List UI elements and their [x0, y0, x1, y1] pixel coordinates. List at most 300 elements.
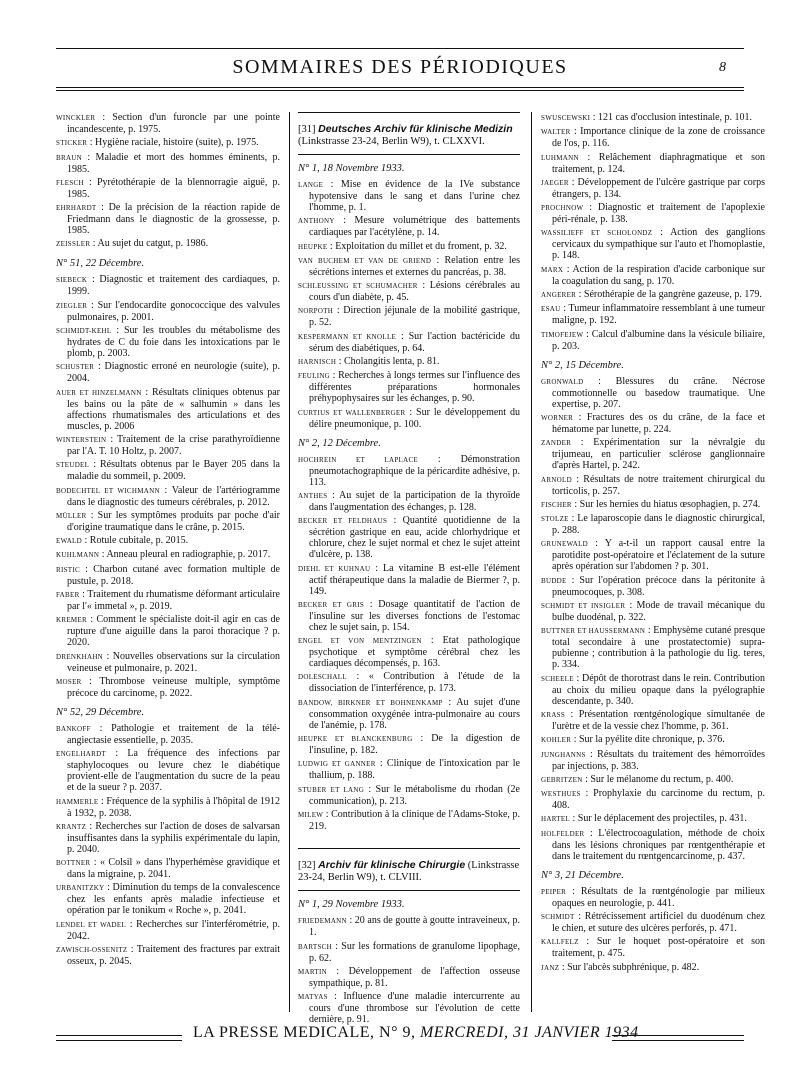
- entry-text: : Résultats de notre traitement chirurgical du torticolis, p. 257.: [552, 473, 765, 497]
- entry-text: : Sur le métabolisme du rhodan (2e communication), p. 213.: [309, 783, 520, 807]
- summary-entry: [298, 454, 520, 488]
- entry-text: : « Contribution à l'étude de la dissociation de l'interférence, p. 173.: [309, 671, 520, 695]
- entry-text: : Tumeur inflammatoire ressemblant à une tumeur maligne, p. 192.: [552, 303, 765, 327]
- entry-text: : Fractures des os du crâne, de la face et hématome par lunette, p. 224.: [552, 411, 765, 435]
- summary-entry: [541, 289, 765, 301]
- entry-author: ENGEL ET VON MENTZINGEN: [298, 637, 422, 646]
- journal-box-32: [298, 848, 520, 891]
- summary-entry: [298, 809, 520, 832]
- entry-text: : Sur l'endocardite gonococcique des valvules pulmonaires, p. 2001.: [67, 299, 280, 323]
- entry-text: : La fréquence des infections par staphylocoques ou levure chez le diabétique provient-elle de l'augmentation du sucre de la peau et de la sueur ? p. 2037.: [67, 748, 280, 794]
- column-divider-1: [289, 112, 290, 1012]
- summary-entry: [541, 437, 765, 471]
- summary-entry: [56, 676, 280, 699]
- entry-author: HOCHREIN ET LAPLACE: [298, 455, 419, 464]
- entry-author: BANKOFF: [56, 724, 91, 733]
- summary-entry: [56, 614, 280, 648]
- summary-entry: [56, 325, 280, 359]
- entry-text: : Influence d'une maladie intercurrente au cours d'une thrombose sur l'évolution de cette dernière, p. 91.: [309, 991, 520, 1026]
- entry-author: HAMMERLE: [56, 797, 99, 806]
- entry-text: : De la précision de la réaction rapide de Friedmann dans le diagnostic de la grossesse, p. 1985.: [67, 202, 280, 237]
- header-bottom-rule-2: [56, 90, 744, 91]
- summary-entry: [298, 915, 520, 938]
- summary-entry: [298, 305, 520, 328]
- entry-author: KRANTZ: [56, 822, 87, 831]
- entry-author: NORPOTH: [298, 307, 334, 316]
- entry-author: FLESCH: [56, 178, 84, 187]
- entry-author: SCHMIDT-KEHL: [56, 327, 112, 336]
- summary-entry: [541, 936, 765, 959]
- journal-number: [31]: [298, 124, 316, 135]
- column-3: [541, 112, 765, 976]
- summary-entry: [541, 886, 765, 909]
- entry-text: : Diagnostic et traitement de l'apoplexie péri-rénale, p. 138.: [552, 202, 765, 226]
- entry-author: ARNOLD: [541, 475, 572, 484]
- summary-entry: [541, 513, 765, 536]
- entry-text: : Anneau pleural en radiographie, p. 2017.: [99, 549, 271, 561]
- summary-entry: [541, 538, 765, 572]
- summary-entry: [298, 991, 520, 1025]
- entry-text: : Développement de l'affection osseuse sympathique, p. 81.: [309, 965, 520, 989]
- entry-author: HARTEL: [541, 815, 570, 824]
- entry-text: : Quantité quotidienne de la sécrétion gastrique en eau, acide chlorhydrique et chlorure, chez le sujet normal et chez le sujet atteint d'ulcère, p. 138.: [309, 515, 520, 561]
- summary-entry: [298, 280, 520, 303]
- entry-author: FISCHER: [541, 500, 572, 509]
- entry-text: : Sur les hernies du hiatus œsophagien, p. 274.: [571, 498, 761, 510]
- entry-author: STEUDEL: [56, 461, 90, 470]
- entry-text: : Rétrécissement artificiel du duodénum chez le chien, et suture des ulcères perforés, p. 471.: [552, 911, 765, 935]
- summary-entry: [541, 575, 765, 598]
- entry-text: : Diminution du temps de la convalescence chez les enfants après maladie infectieuse et opération par le tonikum « Roche », p. 2041.: [67, 882, 280, 917]
- journal-heading-31: [298, 123, 520, 148]
- entry-text: : 20 ans de goutte à goutte intraveineux, p. 1.: [309, 915, 520, 939]
- journal-address: (Linkstrasse 23-24, Berlin W9), t. CLXXVI.: [298, 136, 485, 147]
- entry-text: : Le laparoscopie dans le diagnostic chirurgical, p. 288.: [552, 513, 765, 537]
- summary-entry: [298, 356, 520, 368]
- summary-entry: [56, 510, 280, 533]
- entry-author: JUNGHANNS: [541, 750, 586, 759]
- entry-text: : Thrombose veineuse multiple, symptôme précoce du carcinome, p. 2022.: [67, 675, 280, 699]
- entry-author: ANTHES: [298, 491, 328, 500]
- footer-journal: LA PRESSE MEDICALE,: [193, 1024, 375, 1041]
- entry-text: : La vitamine B est-elle l'élément actif thérapeutique dans la maladie de Biermer ?, p. 149.: [309, 562, 520, 597]
- entry-text: : Expérimentation sur la névralgie du trijumeau, en particulier sclérose ganglionnaire d'après Hartel, p. 242.: [552, 437, 765, 472]
- entry-text: : Présentation rœntgénologique simultanée de l'urètre et de la vessie chez l'homme, p. 361.: [552, 708, 765, 732]
- entry-text: : Sur le développement du délire pneumonique, p. 100.: [309, 406, 521, 430]
- entry-text: : Sur l'abcès subphrénique, p. 482.: [559, 961, 700, 973]
- summary-entry: [56, 112, 280, 135]
- entry-author: BUDDE: [541, 576, 567, 585]
- summary-entry: [541, 788, 765, 811]
- summary-entry: [298, 331, 520, 354]
- summary-entry: [541, 264, 765, 287]
- summary-entry: [56, 919, 280, 942]
- entry-author: STOLZE: [541, 515, 569, 524]
- page-number: 8: [719, 60, 726, 75]
- entry-author: LUHMANN: [541, 153, 579, 162]
- summary-entry: [56, 202, 280, 236]
- entry-text: : Prophylaxie du carcinome du rectum, p. 408.: [552, 788, 765, 812]
- summary-entry: [541, 774, 765, 786]
- entry-text: : Au sujet du catgut, p. 1986.: [90, 238, 209, 250]
- entry-author: RISTIC: [56, 565, 80, 574]
- summary-entry: [56, 651, 280, 674]
- summary-entry: [56, 857, 280, 880]
- col2-issue1-list: [298, 179, 520, 430]
- summary-entry: [56, 821, 280, 855]
- footer-rule-left: [56, 1035, 182, 1041]
- entry-author: KESPERMANN ET KNOLLE: [298, 332, 397, 341]
- summary-entry: [56, 274, 280, 297]
- entry-text: : Section d'un furoncle par une pointe incandescente, p. 1975.: [67, 112, 280, 135]
- entry-text: : Direction jéjunale de la mobilité gastrique, p. 52.: [309, 305, 520, 329]
- entry-author: FABER: [56, 591, 80, 600]
- summary-entry: [298, 784, 520, 807]
- entry-text: : Mode de travail mécanique du bulbe duodénal, p. 322.: [552, 600, 766, 624]
- entry-author: KRASS: [541, 710, 566, 719]
- entry-author: SCHUSTER: [56, 363, 95, 372]
- summary-entry: [298, 733, 520, 756]
- entry-text: : Diagnostic erroné en neurologie (suite), p. 2004.: [67, 361, 280, 385]
- entry-author: BECKER ET GRIS: [298, 600, 365, 609]
- column-divider-2: [531, 112, 532, 1012]
- issue-heading: N° 1, 18 Novembre 1933.: [298, 163, 405, 174]
- summary-entry: [56, 137, 280, 149]
- entry-author: BRAUN: [56, 153, 83, 162]
- entry-text: : Dosage quantitatif de l'action de l'insuline sur les diverses fonctions de l'estomac chez le sujet sain, p. 154.: [309, 598, 520, 633]
- summary-entry: [56, 387, 280, 432]
- col1-top-list: [56, 112, 280, 250]
- entry-author: GEBRITZEN: [541, 775, 583, 784]
- summary-entry: [56, 549, 280, 561]
- entry-author: BARTSCH: [298, 942, 332, 951]
- summary-entry: [298, 215, 520, 238]
- entry-text: : Pyrétothérapie de la blennorragie aiguë, p. 1985.: [67, 176, 280, 200]
- entry-text: : Traitement de la crise parathyroïdienne par l'A. T. 10 Holtz, p. 2007.: [67, 433, 280, 457]
- entry-author: FEULING: [298, 372, 331, 381]
- entry-author: ENGELHARDT: [56, 750, 107, 759]
- summary-entry: [56, 459, 280, 482]
- summary-entry: [541, 227, 765, 261]
- entry-author: HEUPKE ET BLANCKENBURG: [298, 735, 413, 744]
- summary-entry: [298, 758, 520, 781]
- summary-entry: [541, 813, 765, 825]
- entry-author: MATYAS: [298, 993, 328, 1002]
- entry-text: : L'électrocoagulation, méthode de choix dans les lésions chroniques par rœntgenthérapie et dans le traitement du rœntgencarcinome, p. 437.: [552, 827, 765, 862]
- entry-author: WINTERSTEIN: [56, 435, 107, 444]
- entry-author: VAN BUCHEM ET VAN DE GRIEND: [298, 256, 432, 265]
- summary-entry: [56, 882, 280, 916]
- entry-author: KUHLMANN: [56, 551, 100, 560]
- entry-author: HOLFELDER: [541, 829, 585, 838]
- entry-text: : Maladie et mort des hommes éminents, p. 1985.: [67, 151, 280, 175]
- page-title: SOMMAIRES DES PÉRIODIQUES: [232, 56, 568, 78]
- summary-entry: [541, 828, 765, 862]
- entry-text: : Rotule cubitale, p. 2015.: [82, 535, 189, 547]
- entry-text: : Cholangitis lenta, p. 81.: [336, 356, 440, 368]
- entry-text: : Sur les troubles du métabolisme des hydrates de C du foie dans les intoxications par le plomb, p. 2003.: [67, 325, 280, 360]
- summary-entry: [298, 941, 520, 964]
- footer-date: MERCREDI, 31 JANVIER 1934: [419, 1024, 639, 1041]
- summary-entry: [298, 241, 520, 253]
- entry-author: CURTIUS ET WALLENBERGER: [298, 408, 406, 417]
- entry-text: : Diagnostic et traitement des cardiaques, p. 1999.: [67, 274, 280, 298]
- issue-heading: N° 3, 21 Décembre.: [541, 869, 624, 881]
- summary-entry: [541, 376, 765, 410]
- entry-text: : Traitement des fractures par extrait osseux, p. 2045.: [67, 944, 280, 968]
- issue-heading: N° 1, 29 Novembre 1933.: [298, 899, 405, 911]
- summary-entry: [56, 723, 280, 746]
- journal-title: Archiv für klinische Chirurgie: [318, 859, 466, 872]
- entry-author: PEIPER: [541, 887, 567, 896]
- column-1: [56, 112, 280, 969]
- entry-author: KALLFELZ: [541, 938, 579, 947]
- summary-entry: [541, 911, 765, 934]
- entry-author: GRONWALD: [541, 377, 584, 386]
- entry-author: PROCHNOW: [541, 204, 584, 213]
- summary-entry: [298, 515, 520, 560]
- entry-text: : Résultats obtenus par le Bayer 205 dans la maladie du sommeil, p. 2009.: [67, 459, 280, 483]
- summary-entry: [541, 474, 765, 497]
- summary-entry: [298, 563, 520, 597]
- entry-text: : Action des ganglions cervicaux du sympathique sur l'auto et l'homoplastie, p. 148.: [552, 227, 765, 262]
- entry-text: : « Colsil » dans l'hyperhémèse gravidique et dans la migraine, p. 2041.: [67, 857, 280, 881]
- entry-author: STICKER: [56, 139, 88, 148]
- entry-author: ESAU: [541, 305, 561, 314]
- entry-text: : Etat pathologique psychotique et symptôme cérébral chez les cardiaques décompensés, p. 163.: [309, 635, 521, 670]
- entry-text: : Sur le déplacement des projectiles, p. 431.: [570, 813, 747, 825]
- summary-entry: [541, 749, 765, 772]
- entry-author: URBANITZKY: [56, 884, 105, 893]
- issue-heading-52: N° 52, 29 Décembre.: [56, 706, 145, 718]
- entry-author: ZIEGLER: [56, 301, 88, 310]
- entry-author: BUTTNER ET HAUSSERMANN: [541, 627, 646, 636]
- entry-text: : Développement de l'ulcère gastrique par corps étrangers, p. 134.: [552, 176, 765, 200]
- col2-issue2-list: [298, 454, 520, 832]
- entry-text: : Recherches sur l'action de doses de salvarsan insuffisantes dans la syphilis expérimentale du lapin, p. 2040.: [67, 820, 280, 855]
- journal-title: Deutsches Archiv für klinische Medizin: [318, 123, 513, 135]
- entry-text: : Traitement du rhumatisme déformant articulaire par l'« immetal », p. 2019.: [67, 589, 280, 613]
- summary-entry: [541, 126, 765, 149]
- entry-text: : Y a-t-il un rapport causal entre la parotidite post-opératoire et l'éclatement de la suture après opération sur l'abdomen ? p. 301.: [552, 538, 765, 573]
- summary-entry: [56, 796, 280, 819]
- summary-entry: [298, 599, 520, 633]
- entry-text: : Recherches sur l'interférométrie, p. 2042.: [67, 918, 281, 942]
- col3-issue2-list: [541, 376, 765, 862]
- entry-author: BOTTNER: [56, 859, 91, 868]
- column-2: [298, 112, 520, 1027]
- summary-entry: [298, 671, 520, 694]
- entry-author: JAEGER: [541, 178, 569, 187]
- col1-issue51-list: [56, 274, 280, 698]
- entry-text: : Sur l'action bactéricide du sérum des diabétiques, p. 64.: [309, 330, 520, 354]
- entry-text: : Emphysème cutané presque total secondaire à une prostatectomie) supra-pubienne ; contribution à la pathologie du lig. teres, p. 334.: [552, 625, 766, 671]
- issue-heading: N° 2, 15 Décembre.: [541, 359, 624, 371]
- summary-entry: [298, 966, 520, 989]
- entry-text: : Exploitation du millet et du froment, p. 32.: [327, 240, 507, 252]
- entry-author: SCHEELE: [541, 674, 574, 683]
- journal-heading-32: [298, 859, 520, 884]
- entry-author: FRIEDEMANN: [298, 917, 347, 926]
- entry-text: : Importance clinique de la zone de croissance de l'os, p. 116.: [552, 126, 765, 150]
- entry-author: GRUNEWALD: [541, 540, 589, 549]
- entry-author: ANTHONY: [298, 217, 335, 226]
- entry-text: : Sur les formations de granulome lipophage, p. 62.: [309, 940, 520, 964]
- entry-text: : Clinique de l'intoxication par le thallium, p. 188.: [309, 758, 520, 782]
- entry-author: HEUPKE: [298, 242, 328, 251]
- entry-text: : Relâchement diaphragmatique et son traitement, p. 124.: [552, 151, 765, 175]
- entry-text: : Sur les symptômes produits par poche d'air d'origine traumatique dans le crâne, p. 2015.: [67, 509, 280, 533]
- entry-author: MILEW: [298, 810, 324, 819]
- entry-text: : Sur la pyélite dite chronique, p. 376.: [571, 734, 725, 746]
- entry-text: : Au sujet de la participation de la thyroïde dans l'augmentation des échanges, p. 128.: [309, 489, 520, 513]
- entry-author: ZAWISCH-OSSENITZ: [56, 946, 128, 955]
- entry-author: WESTHUES: [541, 790, 581, 799]
- entry-author: MOSER: [56, 677, 82, 686]
- summary-entry: [56, 152, 280, 175]
- entry-author: LANGE: [298, 181, 324, 189]
- summary-entry: [56, 944, 280, 967]
- summary-entry: [298, 490, 520, 513]
- summary-entry: [298, 255, 520, 278]
- entry-text: : Sur le hoquet post-opératoire et son traitement, p. 475.: [552, 936, 765, 960]
- summary-entry: [541, 625, 765, 670]
- entry-text: : Nouvelles observations sur la circulation veineuse et pulmonaire, p. 2021.: [67, 650, 280, 674]
- journal-box-31: [298, 112, 520, 155]
- entry-author: KOHLER: [541, 736, 572, 745]
- entry-author: BANDOW, BIRKNER ET BOHNENKAMP: [298, 698, 443, 707]
- summary-entry: [56, 177, 280, 200]
- entry-text: : Pathologie et traitement de la télé-angiectasie essentielle, p. 2035.: [67, 722, 280, 746]
- entry-text: : Sérothérapie de la gangrène gazeuse, p. 179.: [576, 289, 762, 301]
- footer-rule-right: [612, 1035, 744, 1041]
- summary-entry: [56, 361, 280, 384]
- summary-entry: [56, 564, 280, 587]
- entry-author: WORNER: [541, 413, 574, 422]
- entry-text: : Sur le mélanome du rectum, p. 400.: [582, 773, 734, 785]
- entry-text: : Résultats du traitement des hémorroïdes par injections, p. 383.: [552, 748, 765, 772]
- entry-author: DOLESCHALL: [298, 673, 347, 682]
- entry-author: SCHMIDT: [541, 913, 575, 922]
- summary-entry: [298, 697, 520, 731]
- entry-author: WINCKLER: [56, 114, 96, 122]
- summary-entry: [541, 962, 765, 974]
- summary-entry: [56, 589, 280, 612]
- entry-text: : Résultats de la rœntgénologie par milieux opaques en neurologie, p. 441.: [552, 885, 765, 909]
- entry-author: ZEISSLER: [56, 240, 91, 249]
- entry-author: BODECHTEL ET WICHMANN: [56, 486, 160, 495]
- entry-author: LUDWIG ET GANNER: [298, 760, 376, 769]
- col3-top-list: [541, 112, 765, 352]
- entry-author: JANZ: [541, 963, 560, 972]
- entry-text: : Au sujet d'une consommation oxygénée intra-pulmonaire au cours de l'anémie, p. 178.: [309, 696, 520, 731]
- entry-text: : Contribution à la clinique de l'Adams-Stoke, p. 219.: [309, 808, 520, 832]
- entry-text: : Valeur de l'artériogramme dans le diagnostic des tumeurs cérébrales, p. 2012.: [67, 484, 280, 508]
- summary-entry: [541, 600, 765, 623]
- journal-address: (Linkstrasse 23-24, Berlin W9), t. CLVIII.: [298, 860, 520, 884]
- summary-entry: [298, 407, 520, 430]
- summary-entry: [56, 748, 280, 793]
- summary-entry: [541, 709, 765, 732]
- summary-entry: [56, 535, 280, 547]
- entry-author: SWUSCEWSKI: [541, 114, 591, 122]
- summary-entry: [56, 238, 280, 250]
- summary-entry: [541, 202, 765, 225]
- entry-text: : Mise en évidence de la IVe substance hypotensive dans le sang et dans l'urine chez l'homme, p. 1.: [309, 179, 520, 213]
- footer-issue: N° 9,: [379, 1024, 416, 1041]
- entry-author: ZANDER: [541, 439, 572, 448]
- entry-text: : Recherches à longs termes sur l'influence des différentes préparations hormonales préhypophysaires sur les échanges, p. 90.: [309, 370, 520, 405]
- issue-heading-51: N° 51, 22 Décembre.: [56, 258, 145, 270]
- entry-author: MÜLLER: [56, 511, 87, 520]
- entry-author: MARTIN: [298, 967, 327, 976]
- entry-author: HARNISCH: [298, 358, 337, 367]
- summary-entry: [541, 734, 765, 746]
- summary-entry: [56, 300, 280, 323]
- entry-author: LENDEL ET WADEL: [56, 920, 127, 929]
- entry-author: AUER ET HINZELMANN: [56, 388, 142, 397]
- entry-text: : Démonstration pneumotachographique de la péricardite adhésive, p. 113.: [309, 453, 521, 488]
- summary-entry: [56, 485, 280, 508]
- entry-text: : Dépôt de thorotrast dans le rein. Contribution au choix du milieu opaque dans la pyélographie descendante, p. 340.: [552, 672, 765, 707]
- entry-text: : Résultats cliniques obtenus par les bains ou la pâte de « salhumin » dans les affections rhumatismales des articulations et des muscles, p. 2006: [67, 386, 280, 432]
- summary-entry: [298, 635, 520, 669]
- summary-entry: [541, 673, 765, 707]
- header-top-rule: [56, 48, 744, 49]
- entry-text: : Hygiène raciale, histoire (suite), p. 1975.: [87, 137, 259, 149]
- entry-text: : Fréquence de la syphilis à l'hôpital de 1912 à 1932, p. 2038.: [67, 795, 280, 819]
- entry-author: DRENKHAHN: [56, 652, 104, 661]
- entry-author: WASSILIEFF ET SCHOLONDZ: [541, 229, 653, 238]
- entry-author: SCHMIDT ET INSIGLER: [541, 602, 626, 611]
- entry-author: TIMOFEJEW: [541, 330, 584, 339]
- entry-text: : Lésions cérébrales au cours d'un diabète, p. 45.: [309, 280, 520, 304]
- entry-text: : Blessures du crâne. Nécrose commotionnelle ou basedow traumatique. Une expertise, p. 207.: [552, 375, 765, 410]
- entry-author: SIEBECK: [56, 276, 88, 285]
- entry-text: : De la digestion de l'insuline, p. 182.: [309, 733, 520, 757]
- entry-author: EHRHARDT: [56, 204, 97, 213]
- entry-author: WALTER: [541, 128, 571, 137]
- col3-issue3-list: [541, 886, 765, 974]
- summary-entry: [541, 177, 765, 200]
- journal-number: [32]: [298, 860, 316, 872]
- summary-entry: [56, 434, 280, 457]
- col2-issue3-list: [298, 915, 520, 1025]
- entry-text: : Charbon cutané avec formation multiple de pustule, p. 2018.: [67, 563, 280, 587]
- entry-author: MARX: [541, 265, 564, 274]
- summary-entry: [541, 412, 765, 435]
- entry-author: BECKER ET FELDHAUS: [298, 517, 388, 526]
- footer-text: [193, 1024, 639, 1042]
- header-bottom-rule: [56, 87, 744, 88]
- entry-author: EWALD: [56, 537, 82, 546]
- entry-text: : Action de la respiration d'acide carbonique sur la coagulation du sang, p. 170.: [552, 263, 765, 287]
- summary-entry: [541, 303, 765, 326]
- summary-entry: [541, 112, 765, 124]
- entry-text: : Calcul d'albumine dans la vésicule biliaire, p. 203.: [552, 328, 765, 352]
- summary-entry: [298, 370, 520, 404]
- entry-author: KREMER: [56, 616, 87, 625]
- entry-text: : Mesure volumétrique des battements cardiaques par l'acétylène, p. 14.: [309, 215, 520, 239]
- entry-author: DIEHL ET KUHNAU: [298, 564, 371, 573]
- summary-entry: [541, 499, 765, 511]
- entry-text: : Comment le spécialiste doit-il agir en cas de rupture d'une aiguille dans la paroi thoracique ? p. 2020.: [67, 614, 280, 649]
- entry-text: : Sur l'opération précoce dans la péritonite à pneumocoques, p. 308.: [552, 574, 765, 598]
- entry-text: : Relation entre les sécrétions internes et externes du pancréas, p. 38.: [309, 254, 520, 278]
- issue-heading: N° 2, 12 Décembre.: [298, 437, 381, 449]
- summary-entry: [298, 179, 520, 213]
- summary-entry: [541, 329, 765, 352]
